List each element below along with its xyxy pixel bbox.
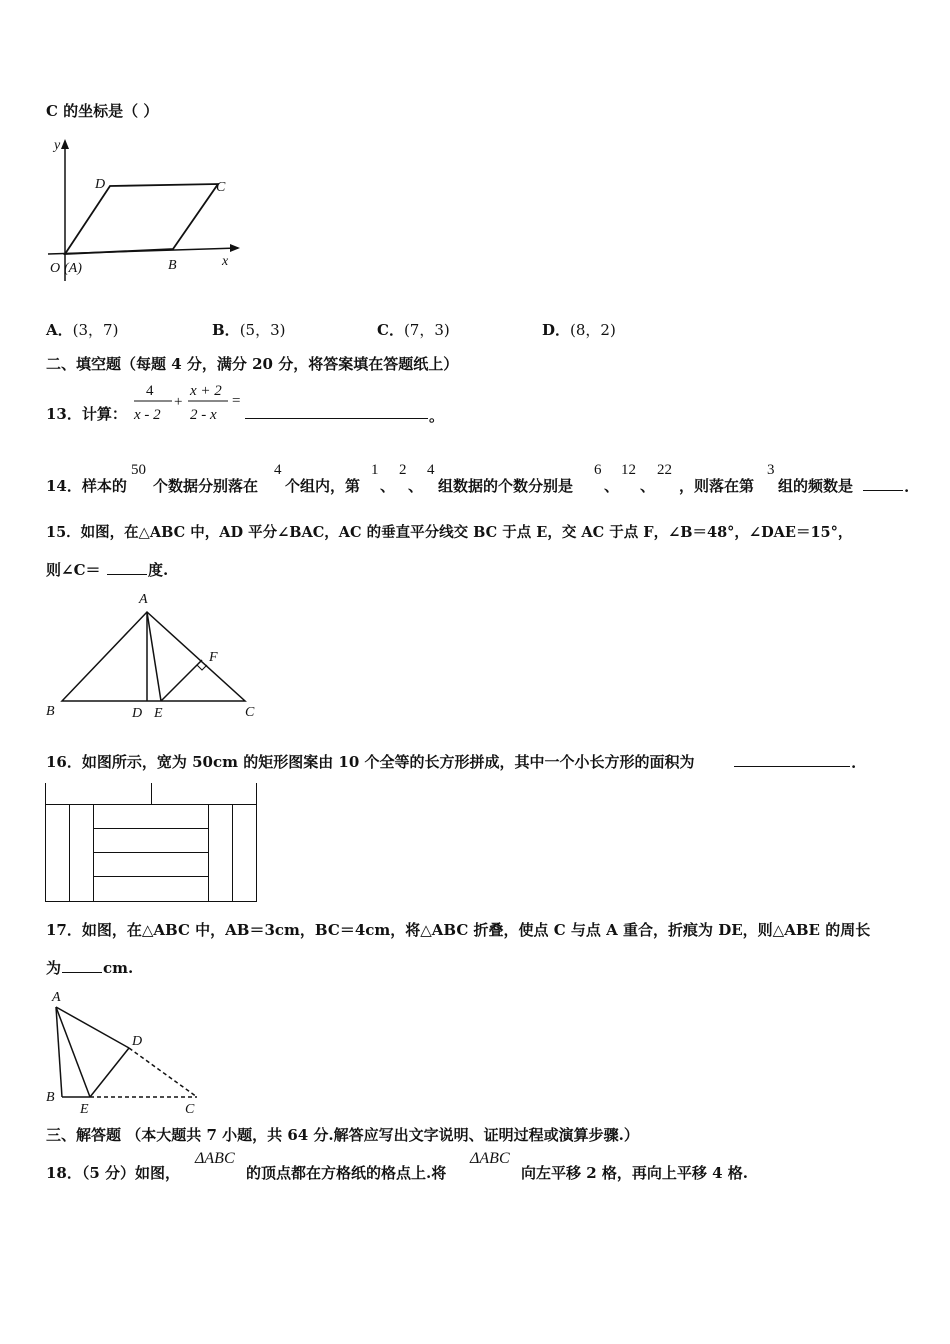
q15-line2-a: 则∠C＝ bbox=[46, 561, 101, 579]
q14-n5: 4 bbox=[427, 462, 435, 478]
q13-label: 13．计算： bbox=[46, 405, 127, 423]
q14-n2: 4 bbox=[274, 462, 282, 478]
q14-s1: 、 bbox=[380, 477, 396, 495]
q14-answer-blank[interactable] bbox=[863, 476, 903, 491]
q14-s2: 、 bbox=[408, 477, 424, 495]
q17-line2-a: 为 bbox=[46, 959, 62, 977]
q14-p4: 组数据的个数分别是 bbox=[438, 477, 574, 495]
label-x: x bbox=[222, 254, 229, 269]
q14-p2: 个数据分别落在 bbox=[153, 477, 259, 495]
label-e: E bbox=[80, 1102, 89, 1117]
q14-p5: ，则落在第 bbox=[679, 477, 755, 495]
label-c: C bbox=[245, 705, 255, 720]
q15-answer-blank[interactable] bbox=[107, 560, 147, 575]
q13-formula bbox=[132, 380, 242, 430]
q13-end: 。 bbox=[429, 407, 445, 425]
q12-stem-tail: C 的坐标是（ ） bbox=[46, 102, 159, 120]
q14-n7: 12 bbox=[621, 462, 636, 478]
equals-sign: = bbox=[232, 393, 241, 409]
q14-s3: 、 bbox=[604, 477, 620, 495]
option-a[interactable]: A．(3，7) bbox=[46, 321, 119, 339]
frac2-num: x + 2 bbox=[190, 383, 222, 399]
q17-answer-blank[interactable] bbox=[62, 958, 102, 973]
q16-text-b: . bbox=[851, 754, 857, 772]
option-b[interactable]: B．(5，3) bbox=[212, 321, 286, 339]
q14-n4: 2 bbox=[399, 462, 407, 478]
q14-end: . bbox=[904, 478, 910, 496]
label-d: D bbox=[132, 1034, 143, 1049]
label-a: A bbox=[52, 990, 61, 1005]
q18-p2: 的顶点都在方格纸的格点上.将 bbox=[246, 1164, 447, 1182]
q14-n1: 50 bbox=[131, 462, 146, 478]
q14-n6: 6 bbox=[594, 462, 602, 478]
q14-p3: 个组内，第 bbox=[285, 477, 361, 495]
q13-answer-blank[interactable] bbox=[245, 404, 428, 419]
label-origin: O bbox=[50, 261, 61, 276]
label-c: C bbox=[216, 180, 226, 195]
q14-p6: 组的频数是 bbox=[778, 477, 854, 495]
option-c[interactable]: C．(7，3) bbox=[377, 321, 450, 339]
q16-figure bbox=[45, 783, 260, 903]
q14-s4: 、 bbox=[640, 477, 656, 495]
q16-text-a: 16．如图所示，宽为 50cm 的矩形图案由 10 个全等的长方形拼成，其中一个小长方形的面积为 bbox=[46, 753, 695, 771]
segment-dc-dashed bbox=[129, 1048, 197, 1097]
q17-figure bbox=[42, 985, 212, 1115]
option-d[interactable]: D．(8，2) bbox=[542, 321, 616, 339]
parallelogram bbox=[65, 184, 218, 254]
label-b: B bbox=[46, 704, 55, 719]
label-a: (A) bbox=[64, 261, 82, 276]
segment-ae bbox=[147, 612, 161, 701]
q14-n8: 22 bbox=[657, 462, 672, 478]
q18-p1: 18．（5 分）如图， bbox=[46, 1164, 181, 1182]
label-a: A bbox=[139, 592, 148, 607]
label-e: E bbox=[154, 706, 163, 721]
label-y: y bbox=[54, 138, 61, 153]
label-c: C bbox=[185, 1102, 195, 1117]
q12-figure bbox=[40, 136, 240, 286]
q18-p3: 向左平移 2 格，再向上平移 4 格. bbox=[521, 1164, 748, 1182]
q18-tri1: ΔABC bbox=[195, 1150, 235, 1167]
q14-n9: 3 bbox=[767, 462, 775, 478]
plus-sign: + bbox=[174, 394, 183, 410]
q14-n3: 1 bbox=[371, 462, 379, 478]
segment-ef bbox=[161, 660, 202, 701]
q17-line2-b: cm. bbox=[103, 959, 134, 977]
y-axis-arrow bbox=[61, 139, 69, 149]
label-d: D bbox=[95, 177, 106, 192]
segment-ed bbox=[90, 1048, 129, 1097]
label-b: B bbox=[46, 1090, 55, 1105]
section2-heading: 二、填空题（每题 4 分，满分 20 分，将答案填在答题纸上） bbox=[46, 355, 459, 373]
label-f: F bbox=[209, 650, 218, 665]
section3-heading: 三、解答题 （本大题共 7 小题，共 64 分.解答应写出文字说明、证明过程或演算步骤.） bbox=[46, 1126, 639, 1144]
q15-figure bbox=[42, 588, 262, 721]
label-d: D bbox=[132, 706, 143, 721]
q17-line1: 17．如图，在△ABC 中，AB＝3cm，BC＝4cm，将△ABC 折叠，使点 C 与点 A 重合，折痕为 DE，则△ABE 的周长 bbox=[46, 921, 871, 939]
q15-line1: 15．如图，在△ABC 中，AD 平分∠BAC，AC 的垂直平分线交 BC 于点 E，交 AC 于点 F，∠B＝48°，∠DAE＝15°， bbox=[46, 524, 853, 541]
segment-ad bbox=[56, 1007, 129, 1048]
frac1-den: x - 2 bbox=[134, 407, 161, 423]
q16-answer-blank[interactable] bbox=[734, 752, 850, 767]
q15-line2-b: 度. bbox=[148, 561, 169, 579]
q18-tri2: ΔABC bbox=[470, 1150, 510, 1167]
q14-p1: 14．样本的 bbox=[46, 477, 127, 495]
frac2-den: 2 - x bbox=[190, 407, 217, 423]
x-axis-arrow bbox=[230, 244, 240, 252]
label-b: B bbox=[168, 258, 177, 273]
frac1-num: 4 bbox=[146, 383, 154, 399]
